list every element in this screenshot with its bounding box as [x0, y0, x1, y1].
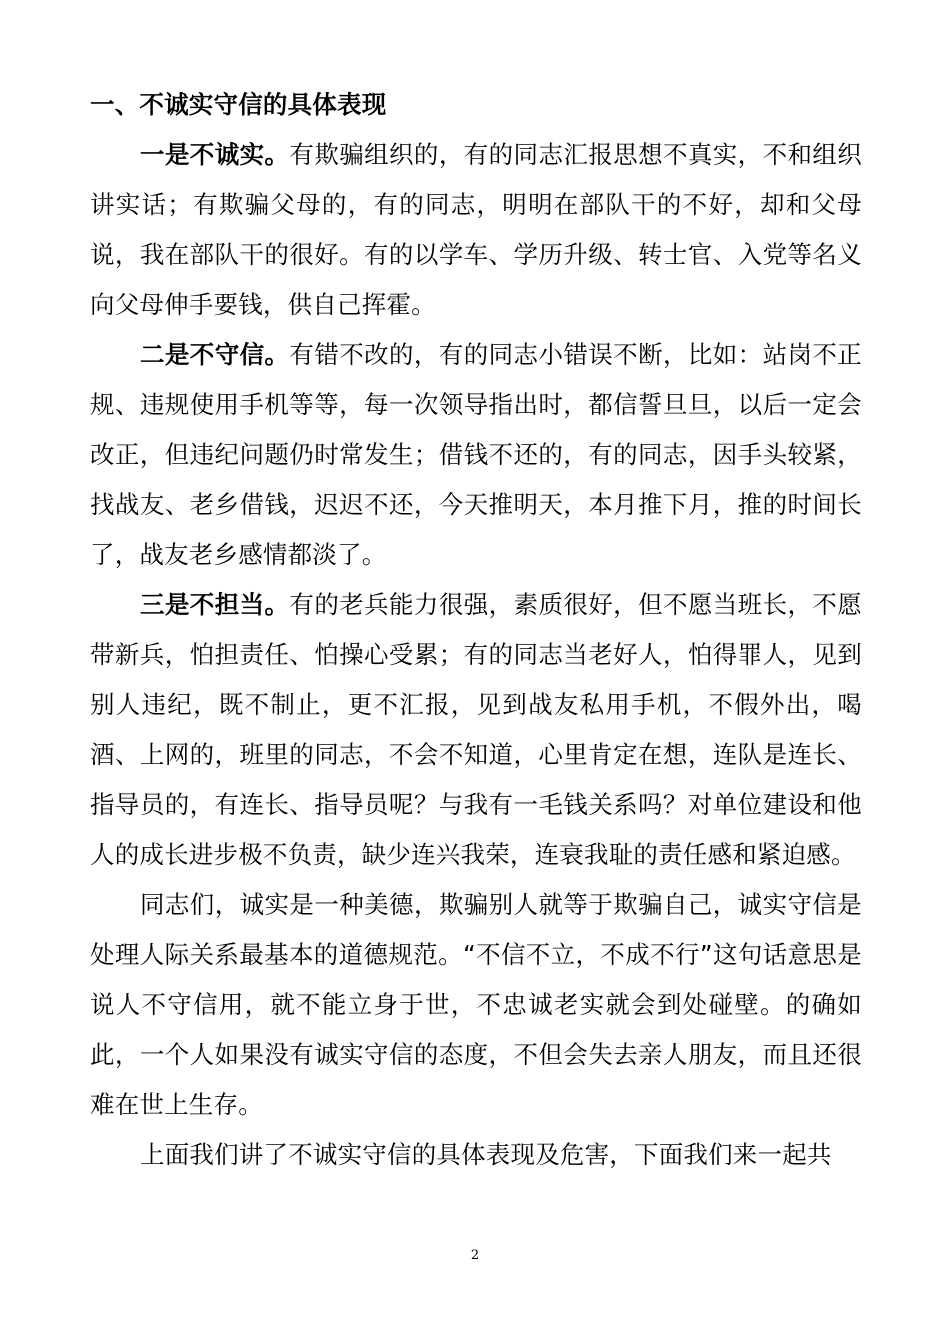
- paragraph-text: 有错不改的，有的同志小错误不断，比如：站岗不正规、违规使用手机等等，每一次领导指出时，都信誓旦旦，以后一定会改正，但违纪问题仍时常发生；借钱不还的，有的同志，因手头较紧，找战友、老乡借钱，迟迟不还，今天推明天，本月推下月，推的时间长了，战友老乡感情都淡了。: [90, 340, 862, 569]
- paragraph-text: 同志们，诚实是一种美德，欺骗别人就等于欺骗自己，诚实守信是处理人际关系最基本的道德规范。“不信不立，不成不行”这句话意思是说人不守信用，就不能立身于世，不忠诚老实就会到处碰壁。的确如此，一个人如果没有诚实守信的态度，不但会失去亲人朋友，而且还很难在世上生存。: [90, 890, 862, 1119]
- paragraph-text: 有欺骗组织的，有的同志汇报思想不真实，不和组织讲实话；有欺骗父母的，有的同志，明明在部队干的不好，却和父母说，我在部队干的很好。有的以学车、学历升级、转士官、入党等名义向父母伸手要钱，供自己挥霍。: [90, 140, 862, 319]
- paragraph-text: 上面我们讲了不诚实守信的具体表现及危害，下面我们来一起共: [140, 1140, 832, 1169]
- paragraph-lead: 三是不担当。: [140, 590, 290, 619]
- paragraph-irresponsibility: [90, 580, 862, 880]
- paragraph-dishonesty: [90, 130, 862, 330]
- page-number: 2: [470, 1248, 480, 1263]
- paragraph-lead: 二是不守信。: [140, 340, 290, 369]
- section-heading: 一、不诚实守信的具体表现: [90, 90, 387, 119]
- paragraph-text: 有的老兵能力很强，素质很好，但不愿当班长，不愿带新兵，怕担责任、怕操心受累；有的同志当老好人，怕得罪人，见到别人违纪，既不制止，更不汇报，见到战友私用手机，不假外出，喝酒、上网的，班里的同志，不会不知道，心里肯定在想，连队是连长、指导员的，有连长、指导员呢？与我有一毛钱关系吗？对单位建设和他人的成长进步极不负责，缺少连兴我荣，连衰我耻的责任感和紧迫感。: [90, 590, 862, 869]
- paragraph-lead: 一是不诚实。: [140, 140, 290, 169]
- document-body: [90, 80, 862, 1180]
- paragraph-untrustworthy: [90, 330, 862, 580]
- paragraph-honesty-virtue: [90, 880, 862, 1130]
- paragraph-transition: [90, 1130, 862, 1180]
